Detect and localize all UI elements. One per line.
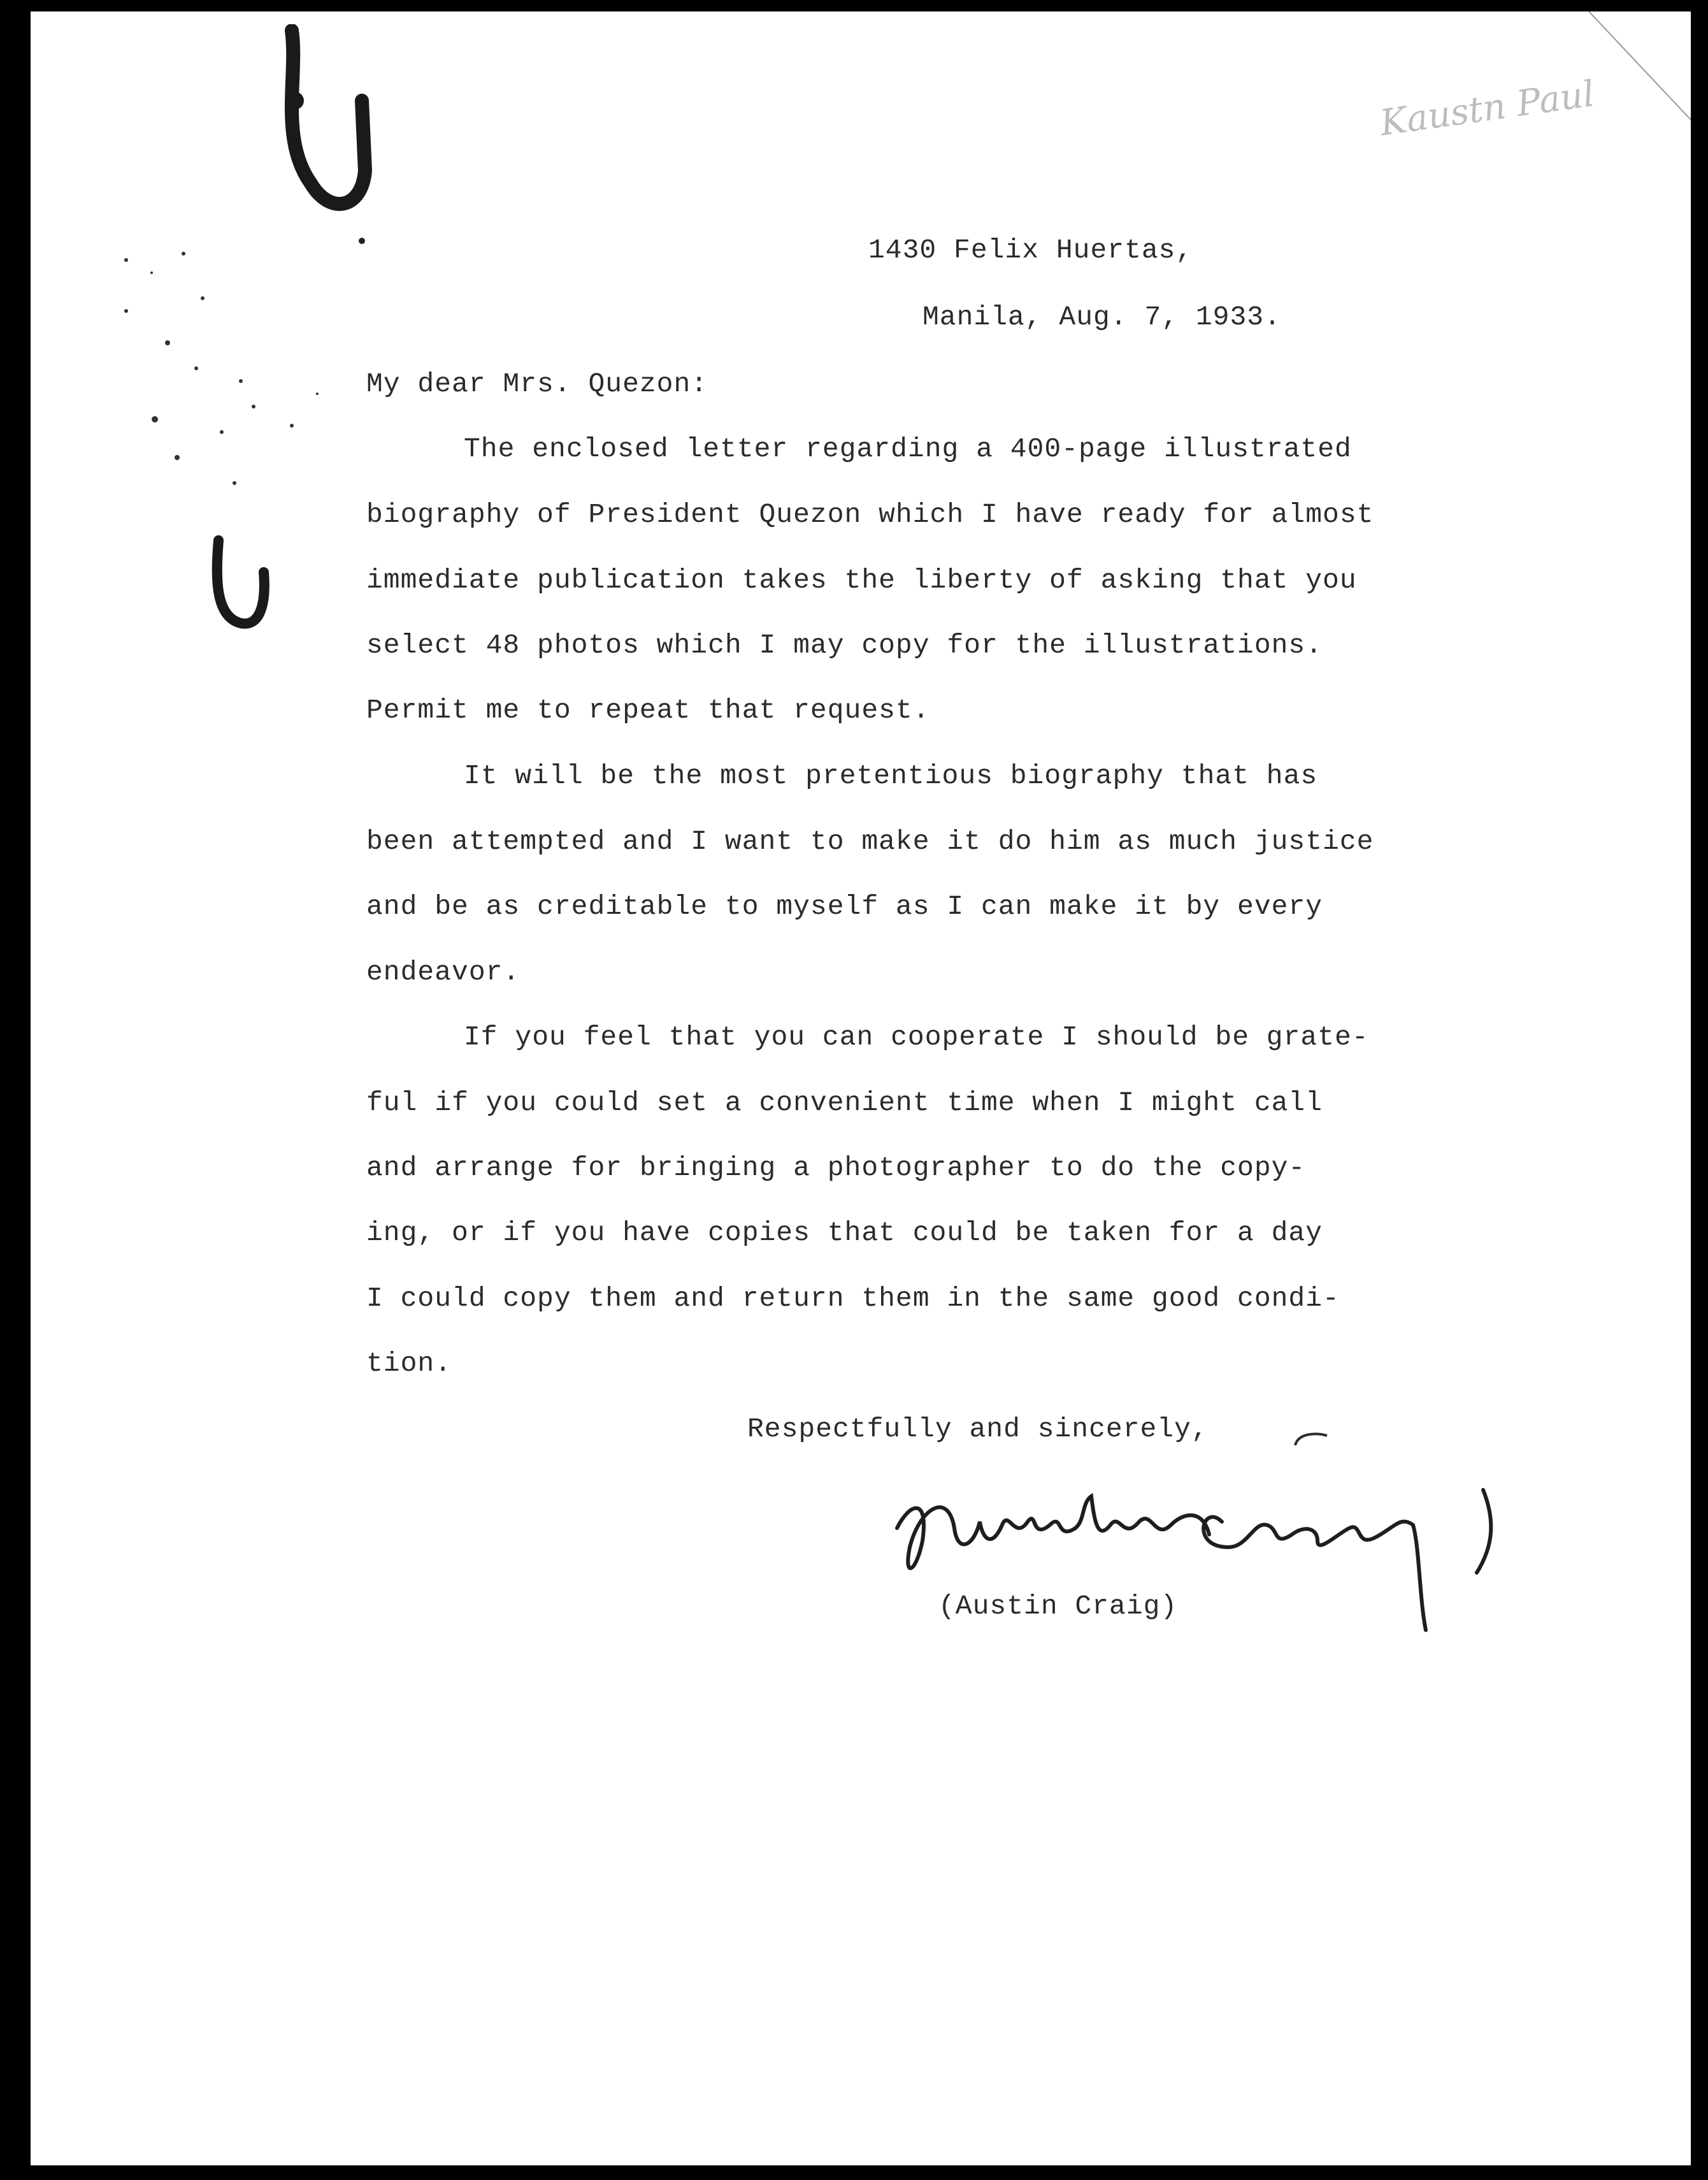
body-line-10: If you feel that you can cooperate I should be grate- <box>464 1021 1369 1053</box>
body-line-11: ful if you could set a convenient time when I might call <box>366 1087 1323 1118</box>
body-line-8: and be as creditable to myself as I can make it by every <box>366 891 1323 922</box>
body-line-14: I could copy them and return them in the same good condi- <box>366 1283 1340 1314</box>
ink-specks <box>31 11 413 585</box>
body-line-15: tion. <box>366 1348 452 1379</box>
typed-signature-name: (Austin Craig) <box>938 1591 1178 1622</box>
closing: Respectfully and sincerely, <box>747 1413 1209 1445</box>
salutation: My dear Mrs. Quezon: <box>366 368 708 400</box>
pencil-margin-note: Kaustn Paul <box>1377 73 1597 145</box>
body-line-9: endeavor. <box>366 956 520 988</box>
body-line-1: The enclosed letter regarding a 400-page illustrated <box>464 433 1352 465</box>
closing-flourish <box>1292 1426 1330 1452</box>
body-line-12: and arrange for bringing a photographer to do the copy- <box>366 1152 1306 1183</box>
body-line-2: biography of President Quezon which I have ready for almost <box>366 499 1374 530</box>
body-line-13: ing, or if you have copies that could be taken for a day <box>366 1217 1323 1248</box>
body-line-5: Permit me to repeat that request. <box>366 695 930 726</box>
address-line-1: 1430 Felix Huertas, <box>868 235 1193 266</box>
body-line-4: select 48 photos which I may copy for the illustrations. <box>366 630 1323 661</box>
address-line-2-date: Manila, Aug. 7, 1933. <box>922 301 1281 333</box>
body-line-3: immediate publication takes the liberty of asking that you <box>366 565 1357 596</box>
body-line-6: It will be the most pretentious biography that has <box>464 760 1318 791</box>
letter-page <box>31 11 1691 2165</box>
body-line-7: been attempted and I want to make it do him as much justice <box>366 826 1374 857</box>
